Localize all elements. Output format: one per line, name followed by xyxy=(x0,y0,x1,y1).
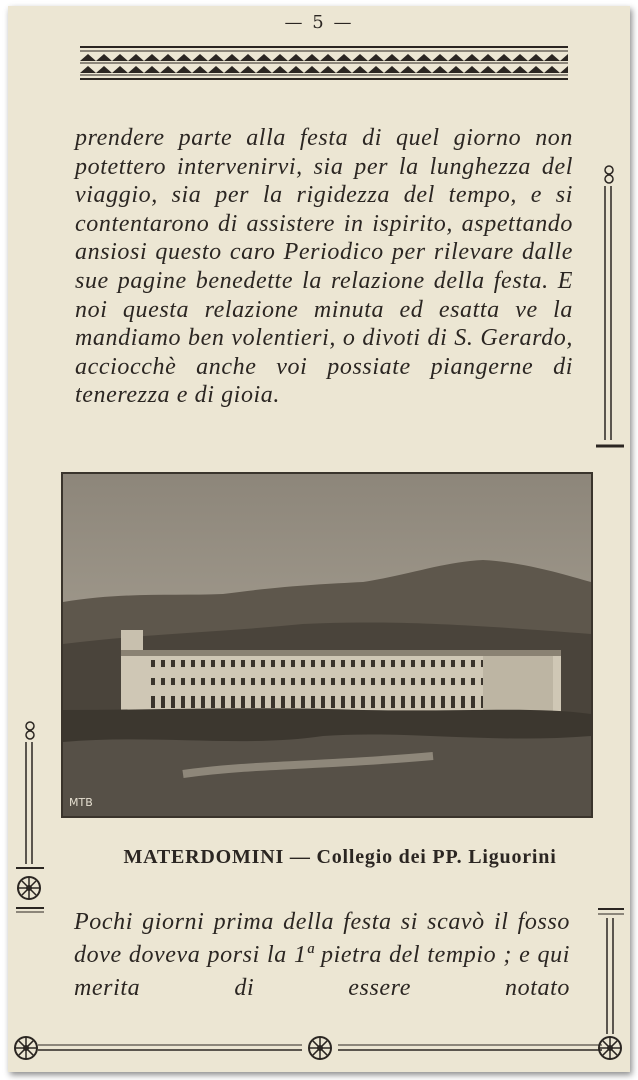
photo-caption: MATERDOMINI — Collegio dei PP. Liguorini xyxy=(123,846,557,868)
page-number: — 5 — xyxy=(284,12,354,33)
paragraph-bottom-text: Pochi giorni prima della festa si scavò il fosso dove doveva porsi la 1ª pietra del tempio ; e qui merita di essere notato xyxy=(74,909,570,1001)
decorative-header-band xyxy=(80,44,568,82)
paragraph-top-text: prendere parte alla festa di quel giorno non potettero intervenirvi, sia per la lunghezza del viaggio, sia per la rigidezza del tempo, e si contentarono di assistere in ispirito, aspettando ansiosi questo caro Periodico per rilevare dalle sue pagine benedette la relazione della festa. E noi questa relazione minuta ed esatta ve la mandiamo ben volentieri, o divoti di S. Gerardo, acciocchè anche voi possiate piangerne di tenerezza e di gioia. xyxy=(75,125,573,409)
book-page xyxy=(8,6,630,1072)
paragraph-bottom xyxy=(74,906,570,1005)
photo-monogram: MTB xyxy=(69,796,93,809)
side-ornament-left xyxy=(14,720,46,920)
side-ornament-right-top xyxy=(596,164,626,454)
monastery-photograph xyxy=(61,472,593,818)
paragraph-top xyxy=(75,124,573,410)
bottom-border-ornament xyxy=(12,1032,628,1068)
side-ornament-right-bottom xyxy=(596,906,626,1036)
